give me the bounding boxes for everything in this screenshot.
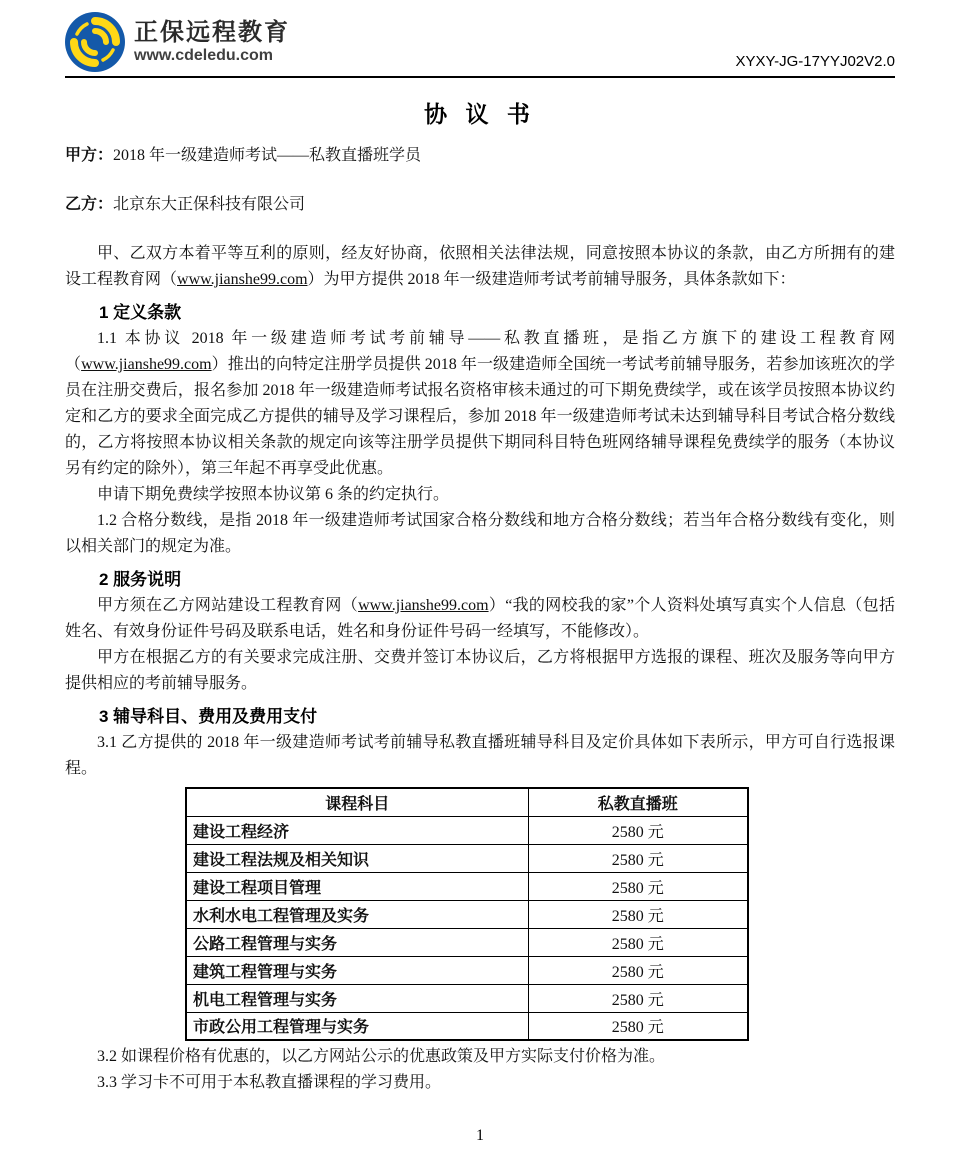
party-b-line — [65, 192, 895, 218]
brand-text — [134, 20, 290, 65]
page-number: 1 — [476, 1127, 484, 1144]
section-2-paragraph-1 — [65, 593, 895, 645]
table-header-row — [186, 788, 748, 816]
subject-cell: 建筑工程管理与实务 — [186, 956, 528, 984]
table-row — [186, 816, 748, 844]
price-cell: 2580 元 — [528, 928, 748, 956]
clause-1-2: 1.2 合格分数线，是指 2018 年一级建造师考试国家合格分数线和地方合格分数线；若当年合格分数线有变化，则以相关部门的规定为准。 — [65, 512, 895, 555]
subject-cell: 建设工程项目管理 — [186, 872, 528, 900]
subject-cell: 公路工程管理与实务 — [186, 928, 528, 956]
column-header-class: 私教直播班 — [528, 788, 748, 816]
section-1-heading: 1 定义条款 — [99, 303, 182, 322]
section-2-p1-post: ）“我的网校我的家”个人资料处填写真实个人信息（包括姓名、有效身份证件号码及联系电话，姓名和身份证件号码一经填写，不能修改）。 — [65, 597, 895, 640]
price-cell: 2580 元 — [528, 1012, 748, 1040]
section-2-p1-pre: 甲方须在乙方网站建设工程教育网（ — [97, 597, 359, 614]
jianshe99-link[interactable]: www.jianshe99.com — [81, 356, 212, 373]
intro-text-pre: 甲、乙双方本着平等互利的原则，经友好协商，依照相关法律法规，同意按照本协议的条款，由乙方所拥有的建设工程教育网（ — [65, 245, 895, 288]
intro-paragraph — [65, 241, 895, 293]
price-cell: 2580 元 — [528, 900, 748, 928]
section-2-paragraph-2: 甲方在根据乙方的有关要求完成注册、交费并签订本协议后，乙方将根据甲方选报的课程、班次及服务等向甲方提供相应的考前辅导服务。 — [65, 649, 895, 692]
party-b-value: 北京东大正保科技有限公司 — [113, 196, 306, 213]
subject-cell: 水利水电工程管理及实务 — [186, 900, 528, 928]
course-price-table — [185, 787, 749, 1041]
brand-logo-icon — [65, 12, 125, 72]
column-header-subject: 课程科目 — [186, 788, 528, 816]
section-2-heading: 2 服务说明 — [99, 570, 182, 589]
clause-3-1: 3.1 乙方提供的 2018 年一级建造师考试考前辅导私教直播班辅导科目及定价具体如下表所示，甲方可自行选报课程。 — [65, 734, 895, 777]
document-title: 协 议 书 — [424, 101, 536, 127]
price-cell: 2580 元 — [528, 816, 748, 844]
subject-cell: 市政公用工程管理与实务 — [186, 1012, 528, 1040]
jianshe99-link[interactable]: www.jianshe99.com — [358, 597, 489, 614]
section-3-heading: 3 辅导科目、费用及费用支付 — [99, 707, 318, 726]
table-row — [186, 984, 748, 1012]
jianshe99-link[interactable]: www.jianshe99.com — [177, 271, 308, 288]
brand — [65, 12, 290, 72]
clause-1-1-post: ）推出的向特定注册学员提供 2018 年一级建造师全国统一考试考前辅导服务，若参加该班次的学员在注册交费后，报名参加 2018 年一级建造师考试报名资格审核未通过的可下期免费续学，或在该学员按照本协议约定和乙方的要求全面完成乙方提供的辅导及学习课程后，参加 2018 年一级建造师考试未达到辅导科目考试合格分数线的，乙方将按照本协议相关条款的规定向该等注册学员提供下期同科目特色班网络辅导课程免费续学的服务（本协议另有约定的除外），第三年起不再享受此优惠。 — [65, 356, 895, 477]
subject-cell: 建设工程法规及相关知识 — [186, 844, 528, 872]
party-a-value: 2018 年一级建造师考试——私教直播班学员 — [113, 147, 422, 164]
party-b-label: 乙方： — [65, 196, 114, 213]
subject-cell: 机电工程管理与实务 — [186, 984, 528, 1012]
table-row — [186, 956, 748, 984]
table-row — [186, 900, 748, 928]
clause-1-1-note: 申请下期免费续学按照本协议第 6 条的约定执行。 — [97, 486, 450, 503]
price-cell: 2580 元 — [528, 872, 748, 900]
table-row — [186, 928, 748, 956]
clause-1-1 — [65, 326, 895, 482]
party-a-line — [65, 143, 895, 169]
price-cell: 2580 元 — [528, 984, 748, 1012]
clause-3-2: 3.2 如课程价格有优惠的，以乙方网站公示的优惠政策及甲方实际支付价格为准。 — [97, 1048, 666, 1065]
table-row — [186, 872, 748, 900]
clause-1-1-pre: 1.1 本协议 2018 年一级建造师考试考前辅导——私教直播班，是指乙方旗下的建设工程教育网（ — [65, 330, 895, 373]
subject-cell: 建设工程经济 — [186, 816, 528, 844]
document-code: XYXY-JG-17YYJ02V2.0 — [735, 53, 895, 70]
intro-text-post: ）为甲方提供 2018 年一级建造师考试考前辅导服务，具体条款如下： — [307, 271, 796, 288]
party-a-label: 甲方： — [65, 147, 114, 164]
price-cell: 2580 元 — [528, 844, 748, 872]
price-cell: 2580 元 — [528, 956, 748, 984]
brand-name: 正保远程教育 — [134, 18, 290, 46]
page-header — [65, 8, 895, 78]
brand-url: www.cdeledu.com — [134, 46, 273, 64]
table-row — [186, 844, 748, 872]
table-row — [186, 1012, 748, 1040]
clause-3-3: 3.3 学习卡不可用于本私教直播课程的学习费用。 — [97, 1074, 442, 1091]
